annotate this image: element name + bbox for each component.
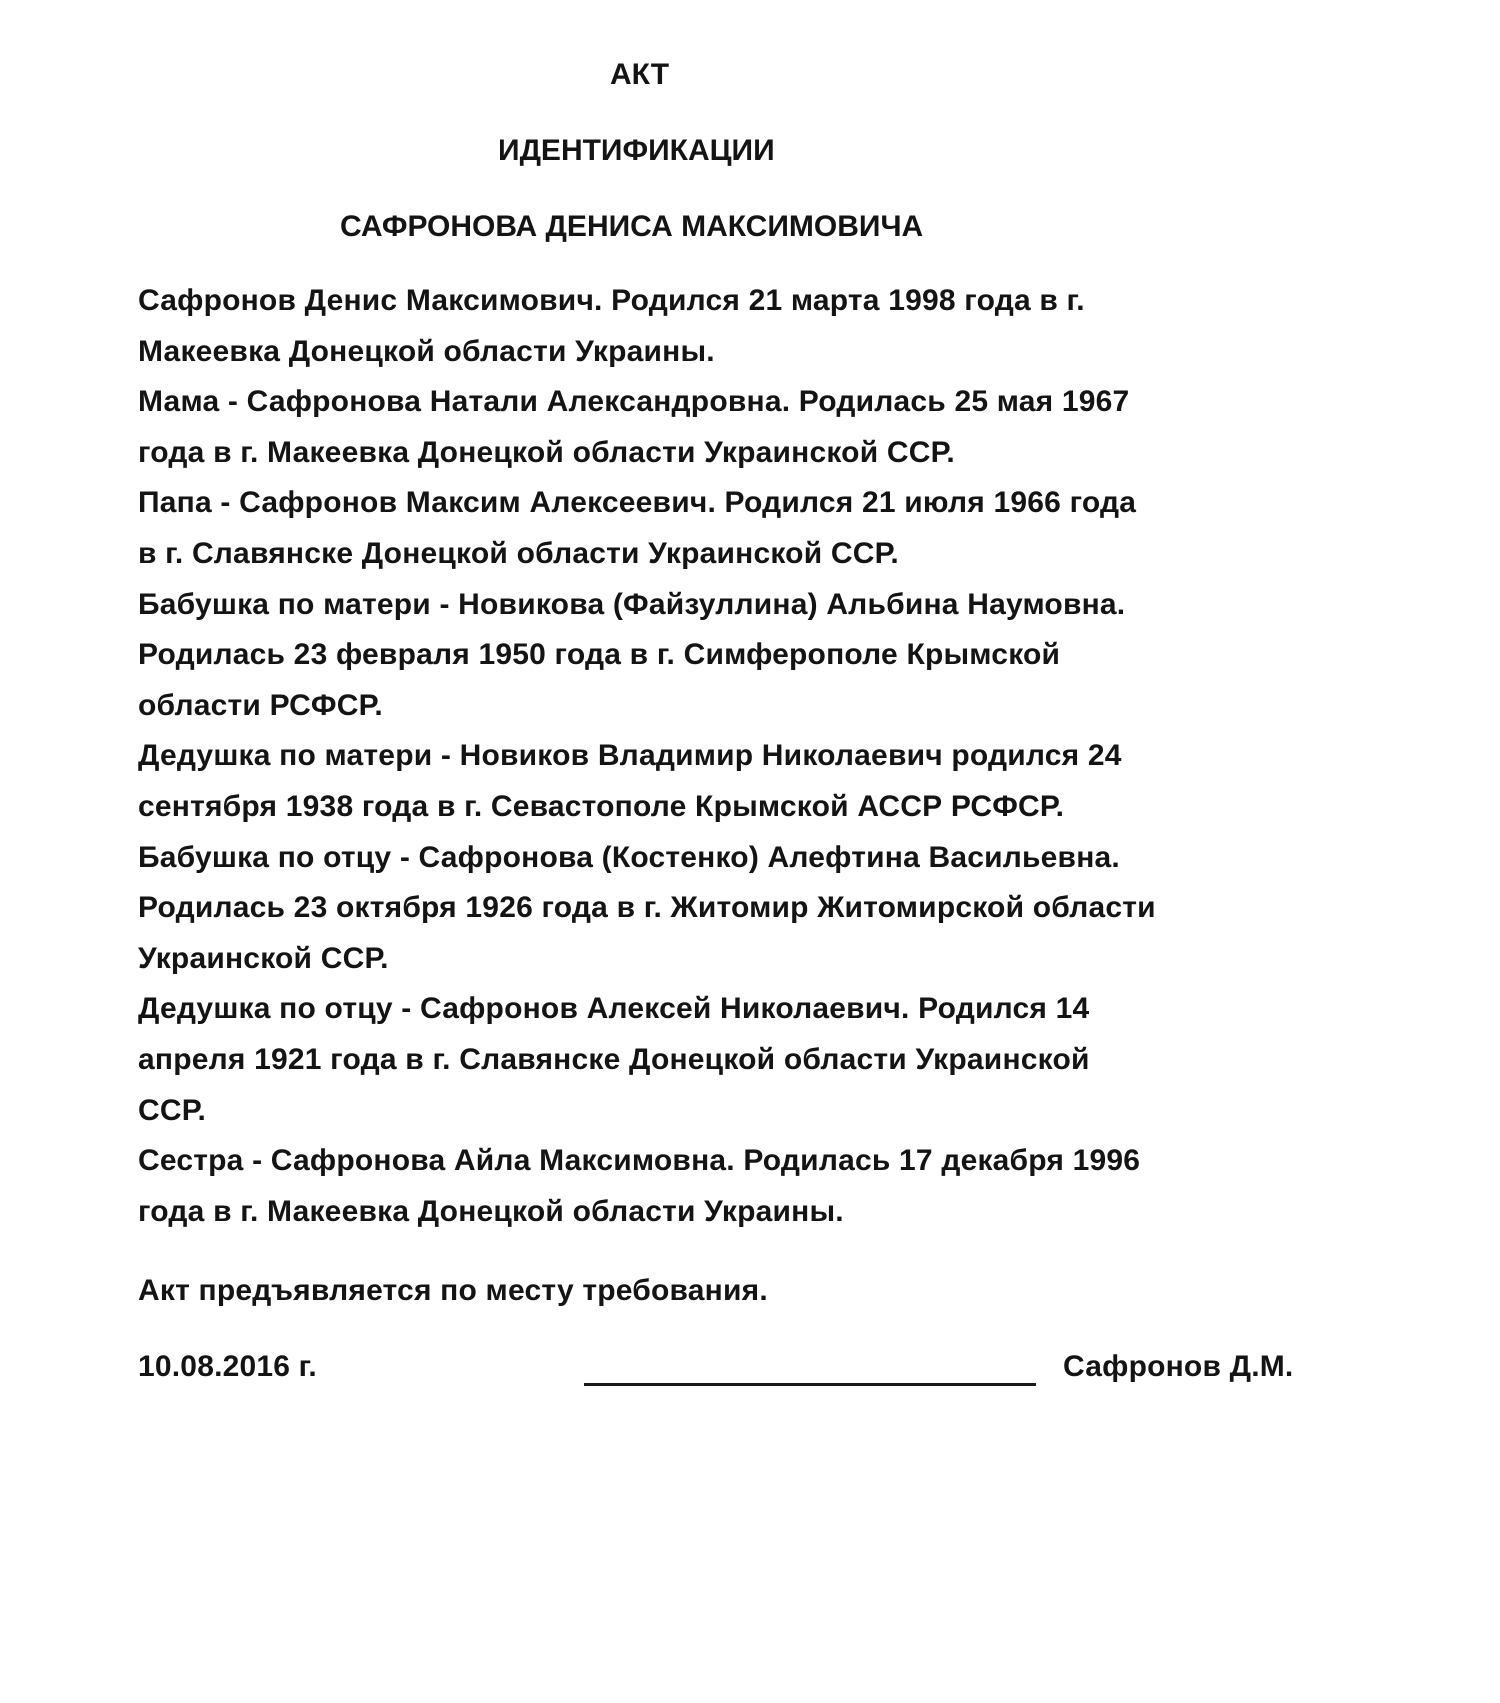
body-line: сентября 1938 года в г. Севастополе Крымской АССР РСФСР. bbox=[138, 790, 1065, 823]
title-identification: ИДЕНТИФИКАЦИИ bbox=[498, 134, 775, 167]
body-line: Сафронов Денис Максимович. Родился 21 марта 1998 года в г. bbox=[138, 284, 1085, 317]
body-line: года в г. Макеевка Донецкой области Украины. bbox=[138, 1194, 844, 1228]
signature-line bbox=[584, 1383, 1036, 1386]
body-line: Дедушка по матери - Новиков Владимир Николаевич родился 24 bbox=[138, 739, 1122, 773]
body-line: Макеевка Донецкой области Украины. bbox=[138, 334, 715, 368]
body-line: Украинской ССР. bbox=[138, 941, 389, 975]
document-date: 10.08.2016 г. bbox=[138, 1350, 317, 1383]
body-line: ССР. bbox=[138, 1093, 206, 1127]
body-line: Дедушка по отцу - Сафронов Алексей Николаевич. Родился 14 bbox=[138, 992, 1090, 1026]
body-line: Бабушка по отцу - Сафронова (Костенко) Алефтина Васильевна. bbox=[138, 840, 1120, 874]
body-line: Родилась 23 февраля 1950 года в г. Симферополе Крымской bbox=[138, 638, 1061, 672]
body-line: области РСФСР. bbox=[138, 688, 383, 722]
body-line: апреля 1921 года в г. Славянске Донецкой области Украинской bbox=[138, 1043, 1090, 1076]
body-line: Папа - Сафронов Максим Алексеевич. Родился 21 июля 1966 года bbox=[138, 486, 1137, 520]
signatory-name: Сафронов Д.М. bbox=[1063, 1350, 1294, 1383]
title-person-name: САФРОНОВА ДЕНИСА МАКСИМОВИЧА bbox=[340, 210, 924, 243]
body-line: года в г. Макеевка Донецкой области Украинской ССР. bbox=[138, 435, 955, 469]
body-line: Бабушка по матери - Новикова (Файзуллина) Альбина Наумовна. bbox=[138, 587, 1126, 621]
title-akt: АКТ bbox=[610, 58, 670, 91]
body-line: в г. Славянске Донецкой области Украинской ССР. bbox=[138, 537, 899, 570]
body-line: Родилась 23 октября 1926 года в г. Житомир Житомирской области bbox=[138, 891, 1156, 925]
body-line: Сестра - Сафронова Айла Максимовна. Родилась 17 декабря 1996 bbox=[138, 1144, 1141, 1178]
body-line: Мама - Сафронова Натали Александровна. Родилась 25 мая 1967 bbox=[138, 385, 1130, 419]
closing-statement: Акт предъявляется по месту требования. bbox=[138, 1274, 768, 1307]
